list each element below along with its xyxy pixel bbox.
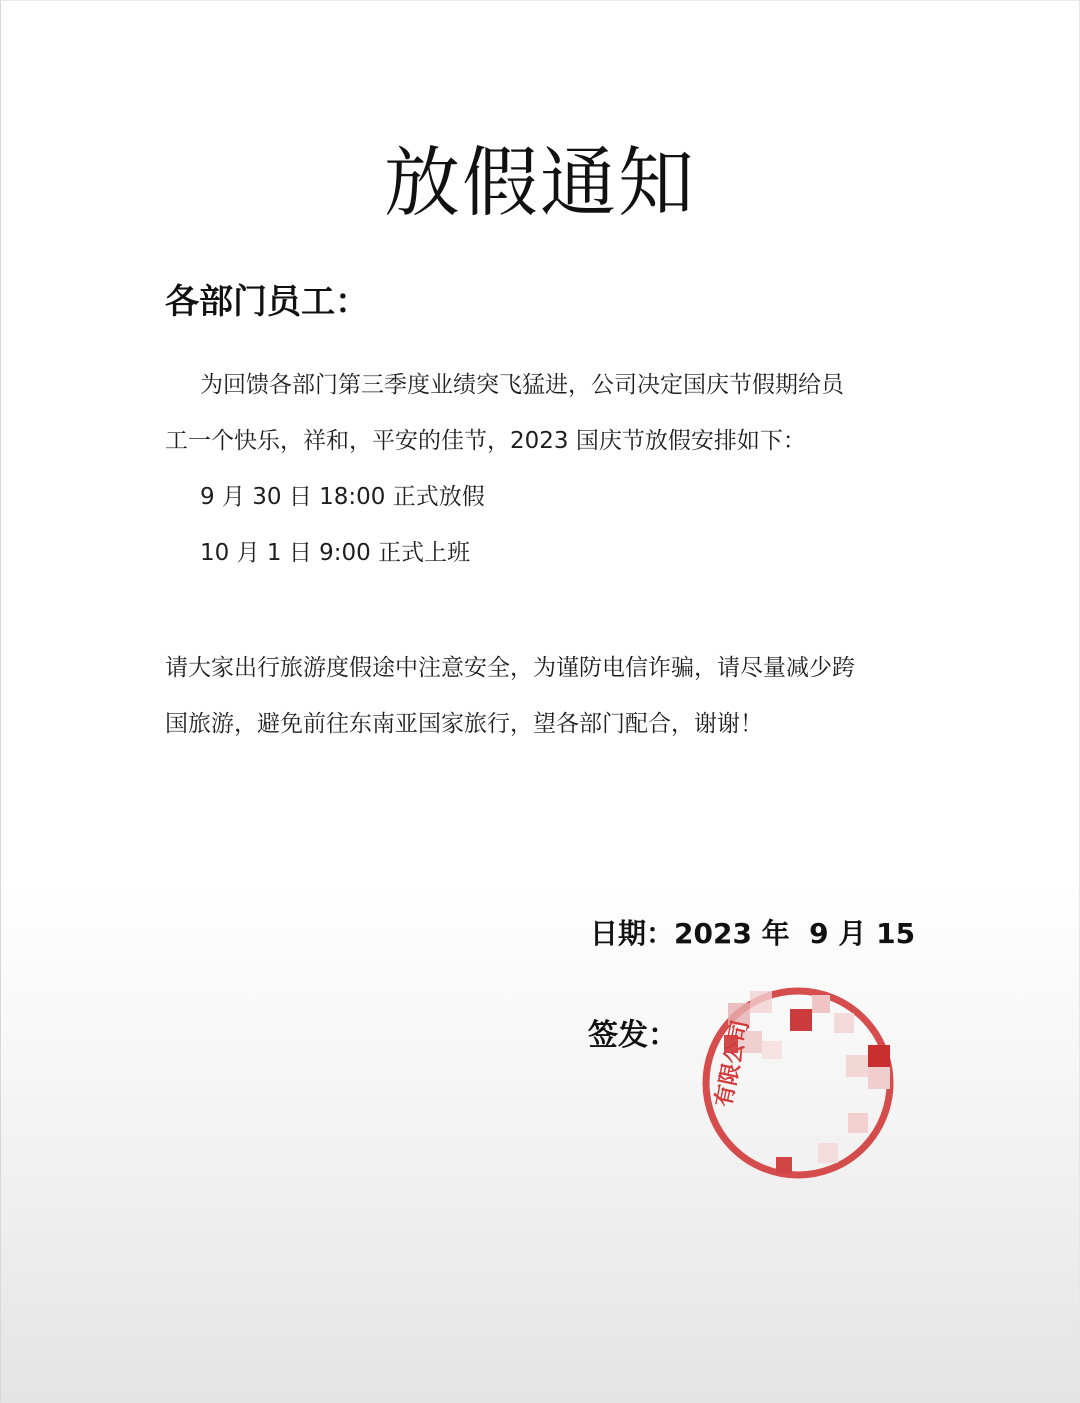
holiday-start-time: 9 月 30 日 18:00 正式放假 [200, 484, 485, 510]
reminder-line-2: 国旅游，避免前往东南亚国家旅行，望各部门配合，谢谢！ [165, 711, 763, 737]
reminder-line-1: 请大家出行旅游度假途中注意安全，为谨防电信诈骗，请尽量减少跨 [165, 655, 855, 681]
work-resume-time: 10 月 1 日 9:00 正式上班 [200, 540, 471, 566]
issue-date: 日期：2023 年 9 月 15 [590, 917, 916, 950]
body-paragraph-line-1: 为回馈各部门第三季度业绩突飞猛进，公司决定国庆节假期给员 [200, 372, 844, 398]
seal-text: 有限公司 [711, 1017, 755, 1110]
notice-title: 放假通知 [384, 138, 696, 227]
salutation: 各部门员工： [165, 282, 369, 322]
company-seal [698, 983, 898, 1183]
signature-label: 签发： [588, 1018, 678, 1053]
body-paragraph-line-2: 工一个快乐，祥和，平安的佳节，2023 国庆节放假安排如下： [165, 428, 806, 454]
